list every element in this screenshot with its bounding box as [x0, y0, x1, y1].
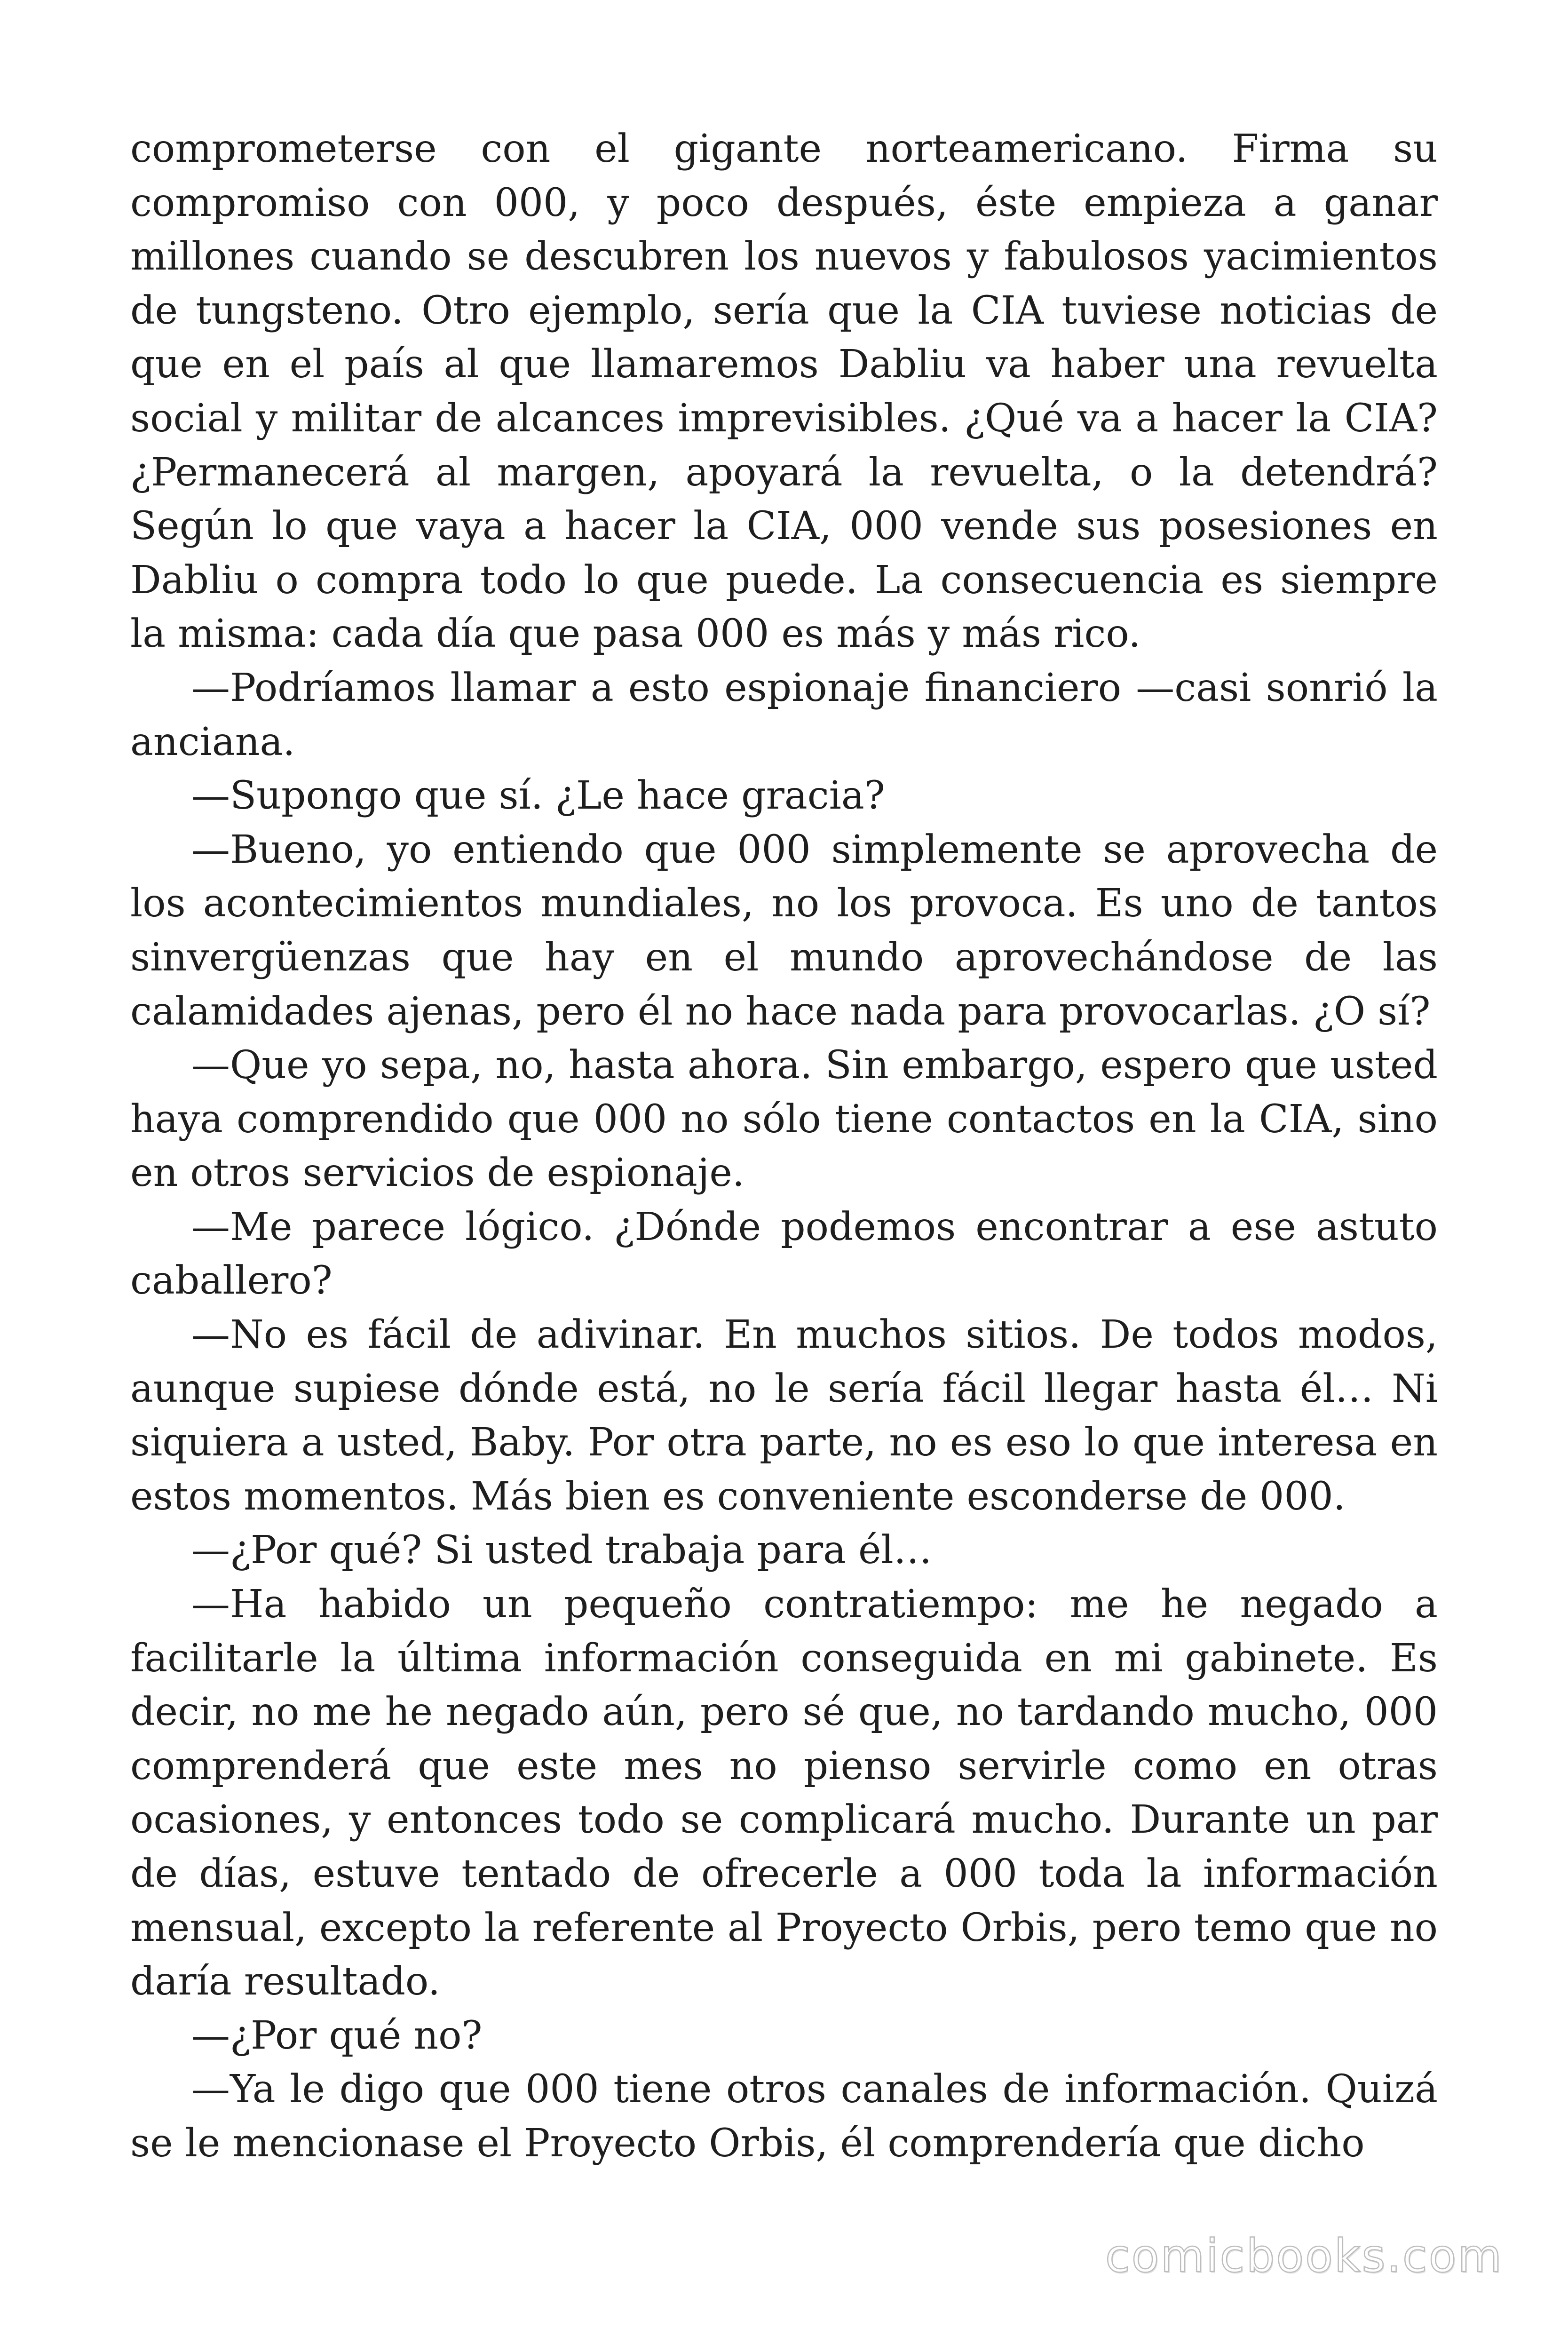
- paragraph: —Supongo que sí. ¿Le hace gracia?: [191, 773, 885, 818]
- paragraph: —¿Por qué? Si usted trabaja para él…: [191, 1528, 932, 1573]
- body-text: [130, 122, 1438, 2171]
- paragraph: —Ya le digo que 000 tiene otros canales de información. Quizá se le mencionase el Proyecto Orbis, él comprendería que dicho: [130, 2067, 1438, 2166]
- paragraph: —Bueno, yo entiendo que 000 simplemente se aprovecha de los acontecimientos mundiales, no los provoca. Es uno de tantos sinvergüenzas que hay en el mundo aprovechándose de las calamidades ajenas, pero él no hace nada para provocarlas. ¿O sí?: [130, 827, 1438, 1034]
- paragraph: —¿Por qué no?: [191, 2013, 483, 2058]
- paragraph: —Me parece lógico. ¿Dónde podemos encontrar a ese astuto caballero?: [130, 1204, 1438, 1303]
- watermark: comicbooks.com: [1105, 2230, 1503, 2282]
- paragraph: —Ha habido un pequeño contratiempo: me he negado a facilitarle la última información conseguida en mi gabinete. Es decir, no me he negado aún, pero sé que, no tardando mucho, 000 comprenderá que este mes no pienso servirle como en otras ocasiones, y entonces todo se complicará mucho. Durante un par de días, estuve tentado de ofrecerle a 000 toda la información mensual, excepto la referente al Proyecto Orbis, pero temo que no daría resultado.: [130, 1582, 1438, 2004]
- paragraph: comprometerse con el gigante norteamericano. Firma su compromiso con 000, y poco después, éste empieza a ganar millones cuando se descubren los nuevos y fabulosos yacimientos de tungsteno. Otro ejemplo, sería que la CIA tuviese noticias de que en el país al que llamaremos Dabliu va haber una revuelta social y militar de alcances imprevisibles. ¿Qué va a hacer la CIA? ¿Permanecerá al margen, apoyará la revuelta, o la detendrá? Según lo que vaya a hacer la CIA, 000 vende sus posesiones en Dabliu o compra todo lo que puede. La consecuencia es siempre la misma: cada día que pasa 000 es más y más rico.: [130, 127, 1438, 657]
- paragraph: —No es fácil de adivinar. En muchos sitios. De todos modos, aunque supiese dónde está, no le sería fácil llegar hasta él… Ni siquiera a usted, Baby. Por otra parte, no es eso lo que interesa en estos momentos. Más bien es conveniente esconderse de 000.: [130, 1312, 1438, 1519]
- paragraph: —Que yo sepa, no, hasta ahora. Sin embargo, espero que usted haya comprendido que 000 no sólo tiene contactos en la CIA, sino en otros servicios de espionaje.: [130, 1043, 1438, 1196]
- paragraph: —Podríamos llamar a esto espionaje financiero —casi sonrió la anciana.: [130, 665, 1438, 764]
